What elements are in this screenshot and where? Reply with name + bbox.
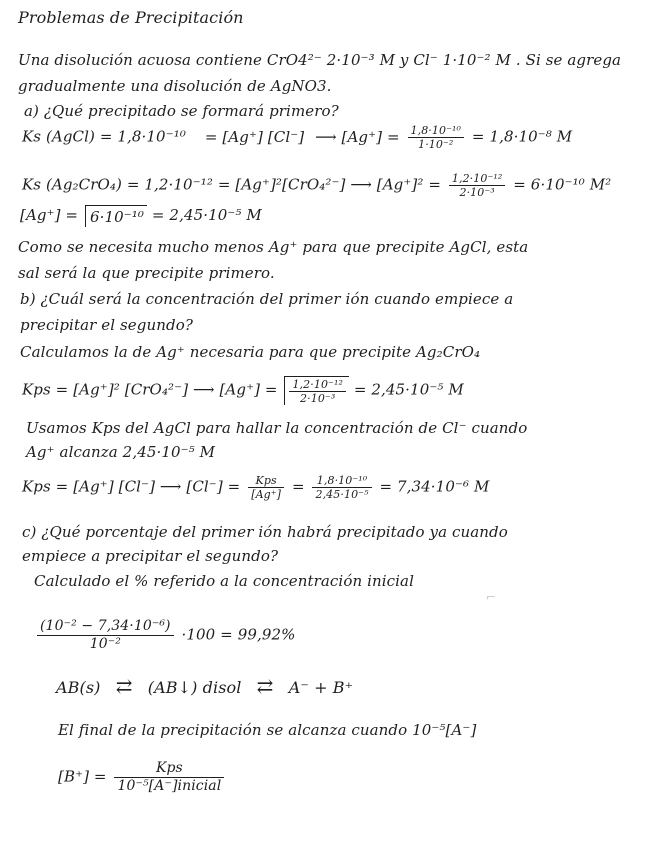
- ks-agcl-equation: [22, 124, 572, 151]
- calc-percentage-text: Calculado el % referido a la concentración inicial: [34, 572, 414, 590]
- sqrt-result: = 2,45·10⁻⁵ M: [151, 206, 262, 224]
- ks-ag2-denominator: 2·10⁻³: [459, 186, 495, 199]
- page-title: Problemas de Precipitación: [18, 8, 244, 27]
- equilibrium-arrow-2: ⇄: [256, 674, 274, 698]
- kps2-symbolic-denominator: [Ag⁺]: [251, 488, 282, 501]
- equilibrium-right: A⁻ + B⁺: [288, 678, 354, 697]
- kps1-result: = 2,45·10⁻⁵ M: [353, 380, 464, 399]
- final-precipitation-text: El final de la precipitación se alcanza cuando 10⁻⁵[A⁻]: [58, 721, 477, 739]
- kps2-symbolic-numerator: Kps: [248, 474, 284, 488]
- question-b-line-2: precipitar el segundo?: [20, 316, 193, 334]
- ks-ag2cro4-equation: [22, 172, 611, 199]
- ks-agcl-numerator: 1,8·10⁻¹⁰: [408, 124, 465, 138]
- ks-agcl-fraction: [408, 124, 465, 151]
- percentage-result: ·100 = 99,92%: [181, 625, 296, 644]
- equilibrium-equation: [56, 676, 353, 698]
- conclusion-line-2: sal será la que precipite primero.: [18, 264, 275, 282]
- percentage-fraction: [37, 618, 174, 653]
- kps-ag2-equation: [22, 376, 464, 405]
- kps2-denominator: 2,45·10⁻⁵: [315, 488, 369, 501]
- percentage-denominator: 10⁻²: [89, 636, 121, 652]
- kps1-fraction: [289, 378, 346, 405]
- question-a: a) ¿Qué precipitado se formará primero?: [24, 102, 339, 120]
- sqrt-equation: [20, 205, 262, 227]
- kps2-numeric-fraction: [312, 474, 371, 501]
- sqrt-radical: [85, 205, 147, 227]
- b-denominator: 10⁻⁵[A⁻]inicial: [117, 778, 222, 794]
- ks-agcl-lhs: Ks (AgCl) = 1,8·10⁻¹⁰: [22, 127, 186, 146]
- sqrt-lhs: [Ag⁺] =: [20, 206, 79, 224]
- ks-ag2-mid: = [Ag⁺]²[CrO₄²⁻]: [217, 175, 346, 194]
- kps2-result: = 7,34·10⁻⁶ M: [379, 477, 490, 496]
- percentage-numerator: (10⁻² − 7,34·10⁻⁶): [37, 618, 174, 636]
- ks-ag2-numerator: 1,2·10⁻¹²: [449, 172, 506, 186]
- statement-line-1: Una disolución acuosa contiene CrO4²⁻ 2·10⁻³ M y Cl⁻ 1·10⁻² M . Si se agrega: [18, 51, 622, 69]
- question-c-line-2: empiece a precipitar el segundo?: [22, 547, 279, 565]
- kps1-numerator: 1,2·10⁻¹²: [289, 378, 346, 392]
- question-b-line-1: b) ¿Cuál será la concentración del primer ión cuando empiece a: [20, 290, 514, 308]
- faint-mark: ⌐: [486, 590, 497, 604]
- use-kps-line-2: Ag⁺ alcanza 2,45·10⁻⁵ M: [26, 443, 216, 461]
- kps1-denominator: 2·10⁻³: [300, 392, 336, 405]
- ks-agcl-mid: = [Ag⁺] [Cl⁻]: [204, 127, 305, 146]
- b-numerator: Kps: [114, 760, 224, 778]
- calc-ag-text: Calculamos la de Ag⁺ necesaria para que precipite Ag₂CrO₄: [20, 343, 481, 361]
- kps-agcl-equation: [22, 474, 489, 501]
- question-c-line-1: c) ¿Qué porcentaje del primer ión habrá precipitado ya cuando: [22, 523, 508, 541]
- kps2-equals: =: [291, 477, 305, 496]
- percentage-equation: [34, 618, 296, 653]
- use-kps-line-1: Usamos Kps del AgCl para hallar la concentración de Cl⁻ cuando: [26, 419, 528, 437]
- ks-ag2-fraction: [449, 172, 506, 199]
- equilibrium-middle: (AB↓) disol: [147, 678, 242, 697]
- equilibrium-left: AB(s): [56, 678, 101, 697]
- ks-ag2-lhs: Ks (Ag₂CrO₄) = 1,2·10⁻¹²: [22, 175, 213, 194]
- kps1-radical: [284, 376, 349, 405]
- ks-agcl-ag: ⟶ [Ag⁺] =: [315, 127, 400, 146]
- sqrt-argument: 6·10⁻¹⁰: [89, 208, 145, 226]
- kps1-lhs: Kps = [Ag⁺]² [CrO₄²⁻] ⟶ [Ag⁺] =: [22, 380, 278, 399]
- ks-ag2-result: = 6·10⁻¹⁰ M²: [513, 175, 612, 194]
- ks-agcl-denominator: 1·10⁻²: [418, 138, 454, 151]
- kps2-symbolic-fraction: [248, 474, 284, 501]
- b-fraction: [114, 760, 224, 795]
- b-lhs: [B⁺] =: [58, 767, 107, 786]
- kps2-numerator: 1,8·10⁻¹⁰: [312, 474, 371, 488]
- ks-ag2-ag: ⟶ [Ag⁺]² =: [350, 175, 441, 194]
- kps2-lhs: Kps = [Ag⁺] [Cl⁻] ⟶ [Cl⁻] =: [22, 477, 241, 496]
- conclusion-line-1: Como se necesita mucho menos Ag⁺ para que precipite AgCl, esta: [18, 238, 529, 256]
- equilibrium-arrow-1: ⇄: [115, 674, 133, 698]
- b-concentration-equation: [58, 760, 227, 795]
- statement-line-2: gradualmente una disolución de AgNO3.: [18, 77, 332, 95]
- ks-agcl-result: = 1,8·10⁻⁸ M: [471, 127, 573, 146]
